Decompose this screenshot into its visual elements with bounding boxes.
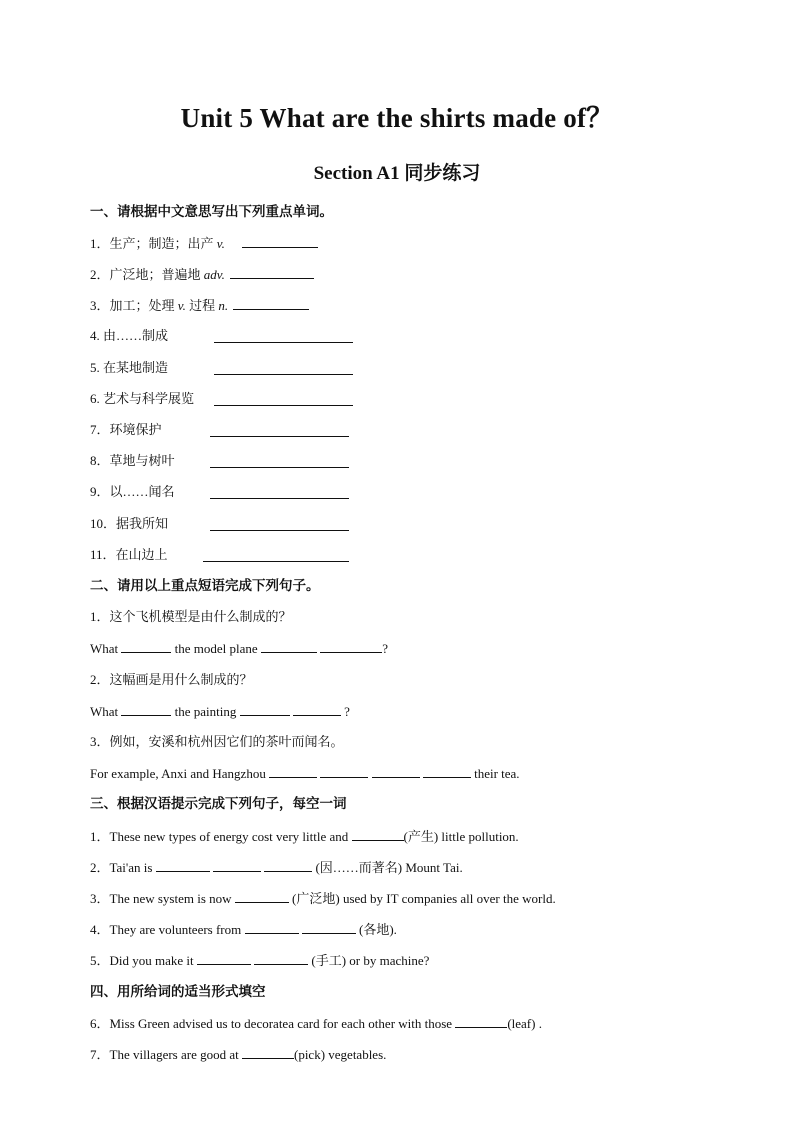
vocab-item-9: 9．以……闻名 — [90, 483, 175, 501]
section1-heading: 一、请根据中文意思写出下列重点单词。 — [90, 204, 333, 219]
vocab-item-6: 6. 艺术与科学展览 — [90, 390, 194, 408]
answer-blank[interactable] — [121, 639, 171, 653]
answer-blank[interactable] — [455, 1014, 507, 1028]
sentence-7: 7．The villagers are good at (pick) vegetables. — [90, 1047, 387, 1062]
answer-blank[interactable] — [261, 639, 317, 653]
translate-answer-3: For example, Anxi and Hangzhou their tea. — [90, 766, 520, 781]
sentence-4: 4．They are volunteers from (各地). — [90, 922, 397, 937]
answer-blank[interactable] — [254, 951, 308, 965]
vocab-item-7: 7．环境保护 — [90, 421, 162, 439]
vocab-item-4: 4. 由……制成 — [90, 327, 168, 345]
answer-blank[interactable] — [230, 265, 314, 279]
answer-blank[interactable] — [213, 858, 261, 872]
translate-answer-2: What the painting ? — [90, 704, 350, 719]
answer-blank[interactable] — [210, 485, 349, 499]
vocab-item-8: 8．草地与树叶 — [90, 452, 175, 470]
answer-blank[interactable] — [302, 920, 356, 934]
vocab-item-3: 3．加工；处理 v. 过程 n. — [90, 296, 309, 315]
translate-question-2: 2．这幅画是用什么制成的？ — [90, 672, 253, 687]
answer-blank[interactable] — [423, 764, 471, 778]
answer-blank[interactable] — [214, 361, 353, 375]
answer-blank[interactable] — [214, 329, 353, 343]
answer-blank[interactable] — [352, 827, 404, 841]
answer-blank[interactable] — [372, 764, 420, 778]
sentence-3: 3．The new system is now (广泛地) used by IT companies all over the world. — [90, 891, 556, 906]
vocab-item-1: 1．生产；制造；出产 v. — [90, 234, 318, 253]
page-subtitle: Section A1 同步练习 — [313, 163, 481, 184]
answer-blank[interactable] — [210, 454, 349, 468]
answer-blank[interactable] — [197, 951, 251, 965]
sentence-6: 6．Miss Green advised us to decoratea card for each other with those (leaf) . — [90, 1016, 542, 1031]
translate-question-1: 1．这个飞机模型是由什么制成的？ — [90, 609, 292, 624]
answer-blank[interactable] — [214, 392, 353, 406]
translate-question-3: 3．例如，安溪和杭州因它们的茶叶而闻名。 — [90, 734, 344, 749]
answer-blank[interactable] — [235, 889, 289, 903]
sentence-5: 5．Did you make it (手工) or by machine? — [90, 953, 430, 968]
answer-blank[interactable] — [264, 858, 312, 872]
sentence-1: 1．These new types of energy cost very little and (产生) little pollution. — [90, 829, 519, 844]
answer-blank[interactable] — [293, 702, 341, 716]
answer-blank[interactable] — [210, 423, 349, 437]
answer-blank[interactable] — [233, 296, 309, 310]
section4-heading: 四、用所给词的适当形式填空 — [90, 984, 266, 999]
answer-blank[interactable] — [203, 548, 349, 562]
vocab-item-2: 2．广泛地；普遍地 adv. — [90, 265, 314, 284]
answer-blank[interactable] — [156, 858, 210, 872]
section2-heading: 二、请用以上重点短语完成下列句子。 — [90, 578, 320, 593]
answer-blank[interactable] — [320, 764, 368, 778]
translate-answer-1: What the model plane ? — [90, 641, 388, 656]
answer-blank[interactable] — [240, 702, 290, 716]
answer-blank[interactable] — [245, 920, 299, 934]
sentence-2: 2．Tai'an is (因……而著名) Mount Tai. — [90, 860, 463, 875]
answer-blank[interactable] — [242, 234, 318, 248]
section3-heading: 三、根据汉语提示完成下列句子，每空一词 — [90, 796, 347, 811]
answer-blank[interactable] — [269, 764, 317, 778]
page-title: Unit 5 What are the shirts made of？ — [180, 103, 614, 133]
vocab-item-5: 5. 在某地制造 — [90, 359, 168, 377]
vocab-item-11: 11．在山边上 — [90, 546, 168, 564]
answer-blank[interactable] — [320, 639, 382, 653]
answer-blank[interactable] — [242, 1045, 294, 1059]
answer-blank[interactable] — [210, 517, 349, 531]
vocab-item-10: 10．据我所知 — [90, 515, 168, 533]
answer-blank[interactable] — [121, 702, 171, 716]
